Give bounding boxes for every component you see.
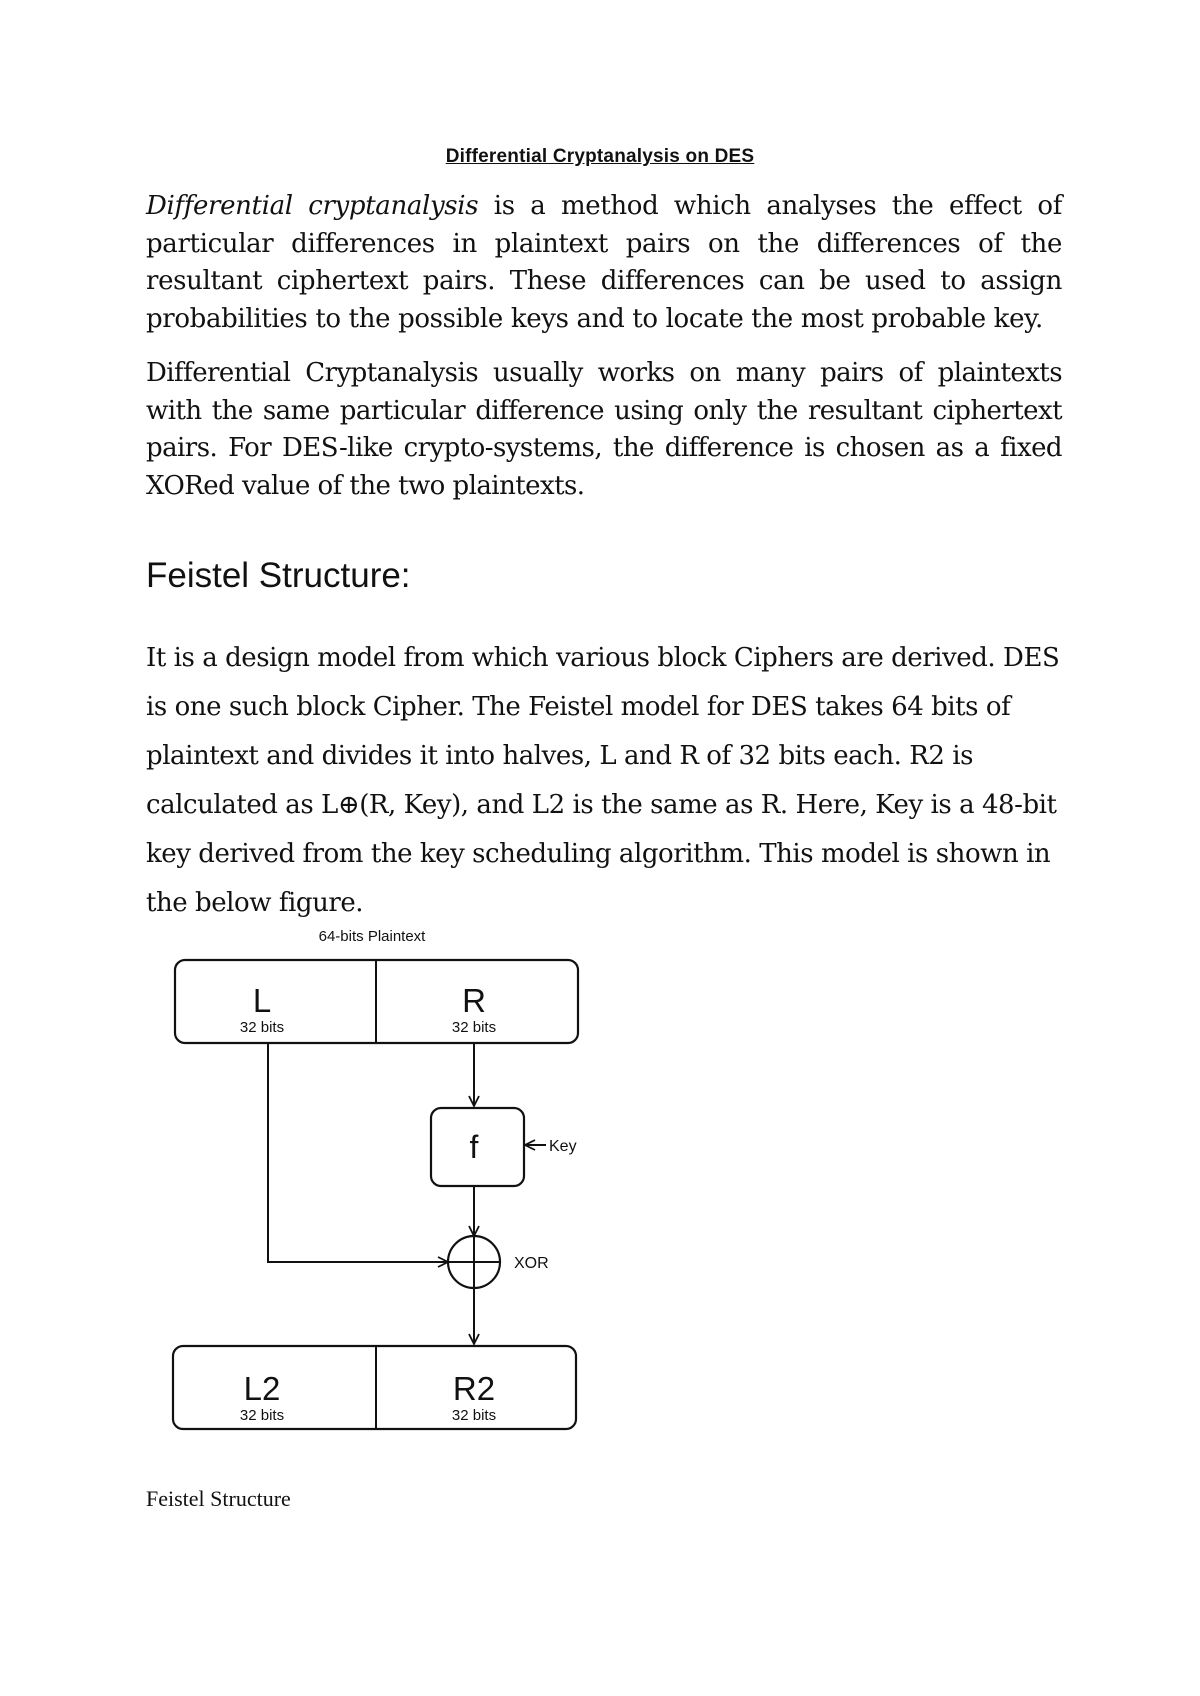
- document-title: Differential Cryptanalysis on DES: [445, 146, 755, 167]
- output-block: [173, 1346, 576, 1429]
- input-left-bits: 32 bits: [239, 1019, 285, 1036]
- input-block-outline: [175, 960, 578, 1043]
- plaintext-label: 64-bits Plaintext: [318, 928, 426, 945]
- intro-paragraph: [146, 188, 1062, 338]
- intro-text: is a method which analyses the effect of particular differences in plaintext pairs on the differences of the resultant ciphertext pairs. These differences can be used to assign probabilities to the possible keys and to locate the most probable key.: [146, 191, 1062, 334]
- input-right-name: R: [462, 982, 486, 1019]
- figure-caption: Feistel Structure: [146, 1486, 291, 1511]
- section-heading: Feistel Structure:: [146, 556, 411, 595]
- xor-symbol: [448, 1236, 500, 1288]
- f-function-block: [431, 1108, 524, 1186]
- output-right-name: R2: [452, 1370, 496, 1407]
- second-paragraph: Differential Cryptanalysis usually works on many pairs of plaintexts with the same particular difference using only the resultant ciphertext pairs. For DES-like crypto-systems, the difference is chosen as a fixed XORed value of the two plaintexts.: [146, 358, 1062, 501]
- f-function-label: f: [469, 1129, 479, 1165]
- xor-label: XOR: [514, 1255, 549, 1272]
- output-left-bits: 32 bits: [239, 1407, 285, 1424]
- output-block-outline: [173, 1346, 576, 1429]
- input-left-name: L: [252, 982, 272, 1019]
- f-function-box: [431, 1108, 524, 1186]
- input-block: [175, 960, 578, 1043]
- intro-term: Differential cryptanalysis: [146, 191, 479, 221]
- arrow-l-to-xor: [268, 1043, 448, 1262]
- feistel-paragraph: It is a design model from which various block Ciphers are derived. DES is one such block Cipher. The Feistel model for DES takes 64 bits of plaintext and divides it into halves, L and R of 32 bits each. R2 is calculated as L⊕(R, Key), and L2 is the same as R. Here, Key is a 48-bit key derived from the key scheduling algorithm. This model is shown in the below figure.: [146, 643, 1060, 918]
- xor-circle: [448, 1236, 500, 1288]
- key-label: Key: [549, 1138, 577, 1155]
- output-right-bits: 32 bits: [451, 1407, 497, 1424]
- output-left-name: L2: [243, 1370, 281, 1407]
- input-right-bits: 32 bits: [451, 1019, 497, 1036]
